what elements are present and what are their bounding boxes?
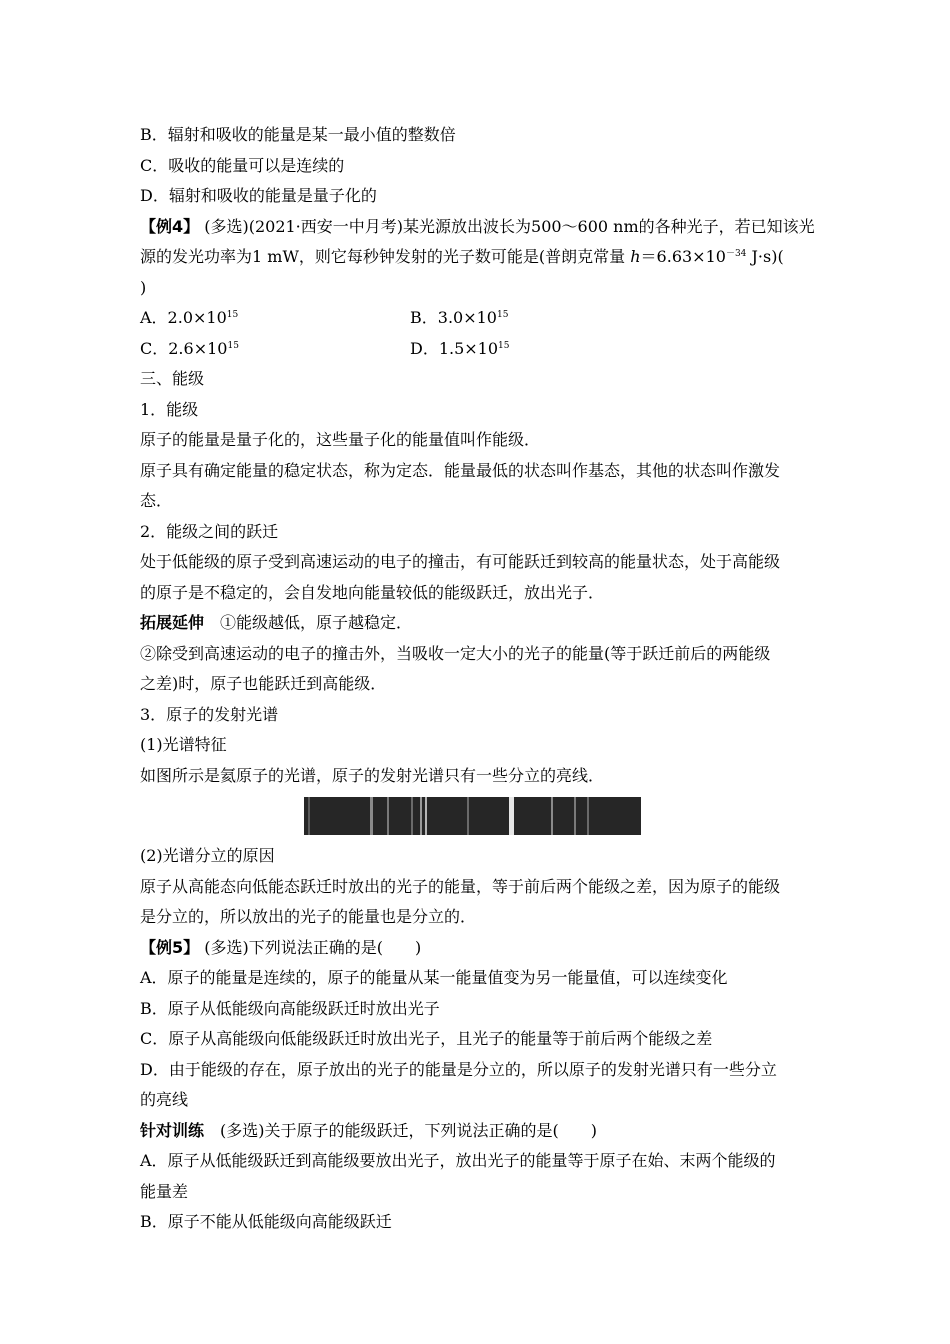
- spectral-line: [370, 797, 373, 835]
- example-5-option-c: C．原子从高能级向低能级跃迁时放出光子，且光子的能量等于前后两个能级之差: [140, 1029, 713, 1048]
- example-4-line-2: 源的发光功率为1 mW，则它每秒钟发射的光子数可能是(普朗克常量 $h=6.63\times 10^{-34}$ J·s)(: [140, 247, 784, 266]
- planck-symbol: h: [630, 247, 641, 266]
- spectral-line: [420, 797, 422, 835]
- training-tag: 针对训练: [140, 1120, 205, 1140]
- example-4-option-a: A．$2.0\times 10^{15}$: [140, 308, 239, 327]
- paragraph: 态．: [140, 491, 173, 510]
- example-4-option-c: C．$2.6\times 10^{15}$: [140, 338, 239, 358]
- paragraph: 的原子是不稳定的，会自发地向能量较低的能级跃迁，放出光子．: [140, 582, 605, 602]
- option-d-top: D．辐射和吸收的能量是量子化的: [140, 186, 377, 205]
- option-c-top: C．吸收的能量可以是连续的: [140, 155, 345, 175]
- spectral-line: [574, 797, 576, 835]
- section-heading: 三、能级: [140, 369, 205, 388]
- paragraph: ②除受到高速运动的电子的撞击外，当吸收一定大小的光子的能量(等于跃迁前后的两能级: [140, 643, 771, 663]
- example-4-line-3: ): [140, 277, 147, 297]
- example-4-line-1: [140, 212, 815, 243]
- extension-label: 拓展延伸: [140, 613, 205, 632]
- example-4-prefix: (多选)(2021·西安一中月考): [204, 216, 404, 236]
- spectral-line: [387, 797, 389, 835]
- paragraph: 如图所示是氦原子的光谱，原子的发射光谱只有一些分立的亮线．: [140, 765, 605, 785]
- training-option-a: A．原子从低能级跃迁到高能级要放出光子，放出光子的能量等于原子在始、末两个能级的: [140, 1151, 776, 1170]
- paragraph: 之差)时，原子也能跃迁到高能级．: [140, 674, 387, 693]
- paragraph: 原子具有确定能量的稳定状态，称为定态．能量最低的状态叫作基态，其他的状态叫作激发: [140, 460, 781, 480]
- helium-spectrum-image: [304, 797, 641, 835]
- subheading-energy-level: 1．能级: [140, 399, 199, 419]
- example-5-option-b: B．原子从低能级向高能级跃迁时放出光子: [140, 998, 440, 1018]
- example-4-options-row-1: [140, 303, 812, 334]
- example-4-option-d: D．$1.5\times 10^{15}$: [410, 338, 510, 358]
- example-4-options-row-2: [140, 334, 812, 365]
- paragraph: 处于低能级的原子受到高速运动的电子的撞击，有可能跃迁到较高的能量状态，处于高能级: [140, 552, 781, 571]
- spectral-line: [425, 797, 427, 835]
- example-4-tag: 【例4】: [140, 216, 200, 236]
- subheading-emission-spectrum: 3．原子的发射光谱: [140, 704, 279, 724]
- spectral-line: [587, 797, 589, 835]
- training-option-b: B．原子不能从低能级向高能级跃迁: [140, 1212, 392, 1231]
- subheading-spectrum-features: (1)光谱特征: [140, 735, 227, 754]
- example-4-option-b: B．$3.0\times 10^{15}$: [410, 308, 509, 327]
- subheading-spectrum-reason: (2)光谱分立的原因: [140, 846, 275, 865]
- example-5-tag: 【例5】: [140, 937, 200, 957]
- document-page: [140, 120, 815, 1238]
- spectral-line: [467, 797, 469, 835]
- example-5-option-a: A．原子的能量是连续的，原子的能量从某一能量值变为另一能量值，可以连续变化: [140, 968, 728, 987]
- spectrum-lines: [304, 797, 641, 835]
- example-4-text: 某光源放出波长为500～600 nm的各种光子，若已知该光: [403, 216, 815, 236]
- spectral-line: [411, 797, 413, 835]
- spectral-line: [308, 797, 310, 835]
- spectral-line: [551, 797, 553, 835]
- paragraph: 原子的能量是量子化的，这些量子化的能量值叫作能级．: [140, 430, 541, 449]
- example-5-option-d: D．由于能级的存在，原子放出的光子的能量是分立的，所以原子的发射光谱只有一些分立: [140, 1059, 777, 1079]
- subheading-transition: 2．能级之间的跃迁: [140, 521, 279, 541]
- extension-line-1: 拓展延伸 ①能级越低，原子越稳定．: [140, 613, 413, 632]
- paragraph: 原子从高能态向低能态跃迁时放出的光子的能量，等于前后两个能级之差，因为原子的能级: [140, 876, 781, 896]
- example-5-option-d-cont: 的亮线: [140, 1090, 189, 1109]
- training-option-a-cont: 能量差: [140, 1181, 189, 1201]
- training-stem: 针对训练 (多选)关于原子的能级跃迁，下列说法正确的是( ): [140, 1120, 598, 1140]
- example-5-stem: 【例5】 (多选)下列说法正确的是( ): [140, 937, 422, 957]
- paragraph: 是分立的，所以放出的光子的能量也是分立的．: [140, 907, 477, 926]
- spectral-line: [509, 797, 514, 835]
- option-b-top: B．辐射和吸收的能量是某一最小值的整数倍: [140, 125, 456, 144]
